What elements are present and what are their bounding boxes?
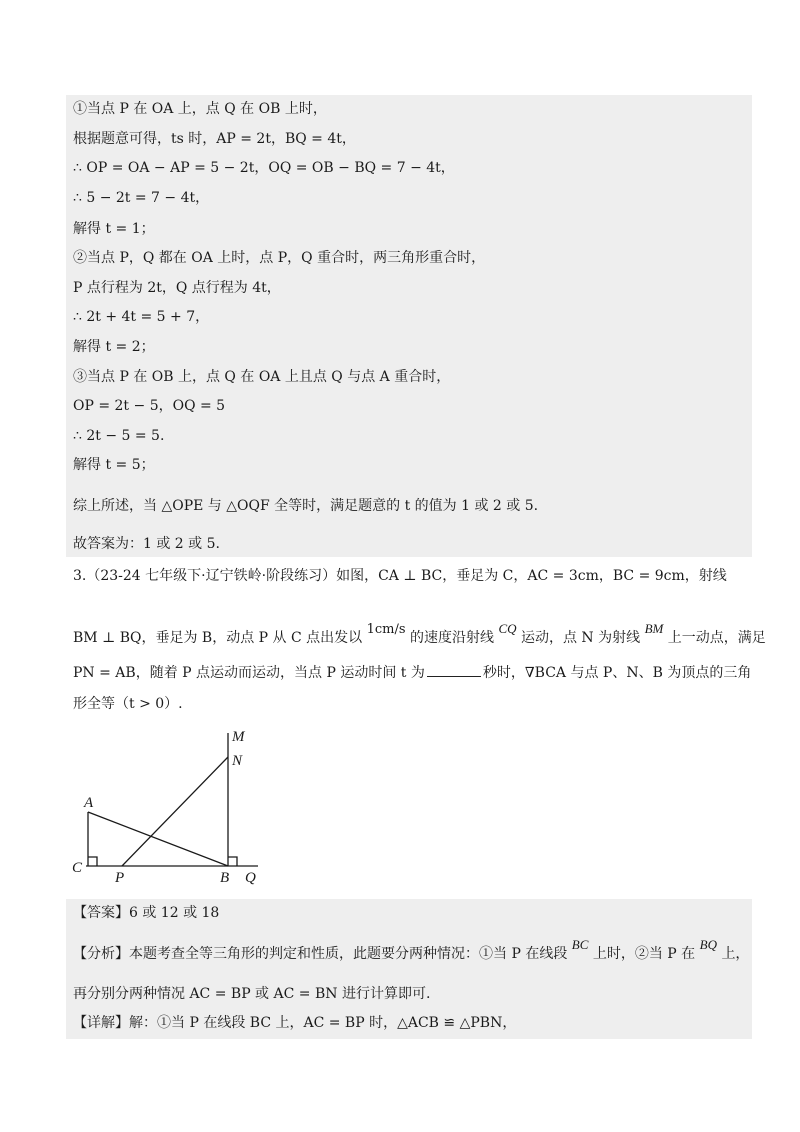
solution-line-6: ②当点 P，Q 都在 OA 上时，点 P，Q 重合时，两三角形重合时， [73,250,486,266]
segment-ab [88,812,228,866]
right-angle-b [228,857,237,866]
solution-line-7: P 点行程为 2t，Q 点行程为 4t， [73,280,281,296]
analysis-bc: BC [571,937,589,952]
problem-line-4: 形全等（t > 0）. [73,696,183,712]
analysis-a: 【分析】本题考查全等三角形的判定和性质，此题要分两种情况：①当 P 在线段 [73,946,568,962]
solution-line-3: ∴ OP = OA − AP = 5 − 2t，OQ = OB − BQ = 7 − 4t， [73,160,455,176]
problem-line-2-d: 上一动点，满足 [667,630,766,646]
solution-line-4: ∴ 5 − 2t = 7 − 4t， [73,190,210,206]
label-a: A [84,795,94,811]
label-m: M [232,729,245,745]
label-n: N [232,753,243,769]
solution-line-11: OP = 2t − 5，OQ = 5 [73,398,226,414]
solution-line-1: ①当点 P 在 OA 上，点 Q 在 OB 上时， [73,101,327,117]
speed-value: 1cm/s [366,622,406,637]
analysis-c: 上， [721,946,750,962]
analysis-b: 上时，②当 P 在 [592,946,696,962]
solution-line-14: 综上所述，当 △OPE 与 △OQF 全等时，满足题意的 t 的值为 1 或 2 或 5. [73,498,539,514]
problem-line-2-b: 的速度沿射线 [409,630,494,646]
label-p: P [115,870,125,886]
ray-cq: CQ [498,621,517,636]
analysis-line-2: 再分别分两种情况 AC = BP 或 AC = BN 进行计算即可. [73,986,431,1002]
problem-line-2-a: BM ⊥ BQ，垂足为 B，动点 P 从 C 点出发以 [73,630,363,646]
solution-line-5: 解得 t = 1； [73,221,155,237]
analysis-line-1 [73,937,750,964]
answer-line: 【答案】6 或 12 或 18 [73,905,220,921]
problem-line-3-a: PN = AB，随着 P 点运动而运动，当点 P 运动时间 t 为 [73,665,425,681]
right-angle-c [88,857,97,866]
solution-line-15: 故答案为：1 或 2 或 5. [73,536,220,552]
segment-pn [122,757,228,866]
label-c: C [72,860,83,876]
solution-line-12: ∴ 2t − 5 = 5. [73,428,165,444]
problem-line-1: 3.（23-24 七年级下·辽宁铁岭·阶段练习）如图，CA ⊥ BC，垂足为 C，AC = 3cm，BC = 9cm，射线 [73,568,727,584]
detail-line: 【详解】解：①当 P 在线段 BC 上，AC = BP 时，△ACB ≌ △PBN， [73,1015,517,1031]
label-b: B [220,870,230,886]
analysis-bq: BQ [699,937,717,952]
ray-bm: BM [644,621,664,636]
solution-line-2: 根据题意可得，ts 时，AP = 2t，BQ = 4t， [73,131,356,147]
problem-line-3-b: 秒时，∇BCA 与点 P、N、B 为顶点的三角 [482,665,752,681]
solution-line-13: 解得 t = 5； [73,457,155,473]
solution-line-8: ∴ 2t + 4t = 5 + 7， [73,309,210,325]
label-q: Q [245,870,256,886]
problem-line-2-c: 运动，点 N 为射线 [520,630,641,646]
solution-line-10: ③当点 P 在 OB 上，点 Q 在 OA 上且点 Q 与点 A 重合时， [73,369,451,385]
solution-line-9: 解得 t = 2； [73,339,155,355]
